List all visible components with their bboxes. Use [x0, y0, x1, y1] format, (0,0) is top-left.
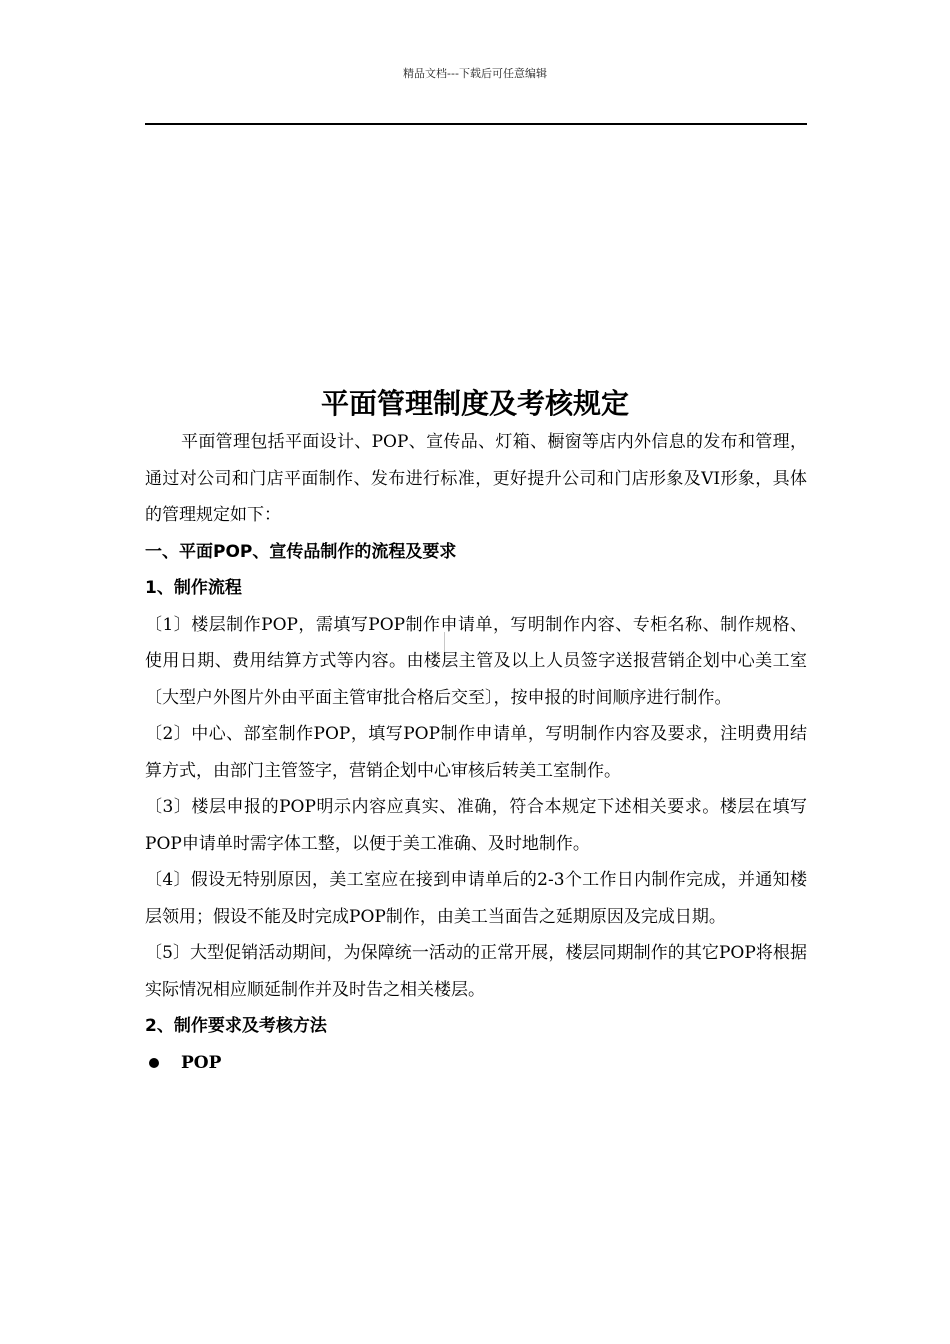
intro-paragraph: 平面管理包括平面设计、POP、宣传品、灯箱、橱窗等店内外信息的发布和管理，通过对公司和门店平面制作、发布进行标准，更好提升公司和门店形象及VI形象，具体的管理规定如下：: [145, 432, 807, 525]
page-header-text: 精品文档---下载后可任意编辑: [403, 67, 547, 80]
section-heading-1: 一、平面POP、宣传品制作的流程及要求: [145, 541, 457, 562]
document-body: [145, 424, 807, 1081]
list-item-1: 〔1〕楼层制作POP，需填写POP制作申请单，写明制作内容、专柜名称、制作规格、使用日期、费用结算方式等内容。由楼层主管及以上人员签字送报营销企划中心美工室〔大型户外图片外由平面主管审批合格后交至〕，按申报的时间顺序进行制作。: [145, 614, 807, 708]
subsection-heading-1: 1、制作流程: [145, 578, 242, 598]
list-item-2: 〔2〕中心、部室制作POP，填写POP制作申请单，写明制作内容及要求，注明费用结算方式，由部门主管签字，营销企划中心审核后转美工室制作。: [145, 724, 807, 781]
bullet-item: [145, 1045, 807, 1082]
list-item-4: 〔4〕假设无特别原因，美工室应在接到申请单后的2-3个工作日内制作完成，并通知楼层领用；假设不能及时完成POP制作，由美工当面告之延期原因及完成日期。: [145, 870, 807, 927]
document-title: 平面管理制度及考核规定: [320, 387, 629, 420]
subsection-heading-2: 2、制作要求及考核方法: [145, 1016, 327, 1036]
bullet-label: POP: [181, 1052, 222, 1073]
list-item-5: 〔5〕大型促销活动期间，为保障统一活动的正常开展，楼层同期制作的其它POP将根据实际情况相应顺延制作并及时告之相关楼层。: [145, 943, 807, 1000]
bullet-dot-icon: [149, 1058, 159, 1068]
header-divider: [145, 123, 807, 125]
list-item-3: 〔3〕楼层申报的POP明示内容应真实、准确，符合本规定下述相关要求。楼层在填写POP申请单时需字体工整，以便于美工准确、及时地制作。: [145, 797, 807, 854]
